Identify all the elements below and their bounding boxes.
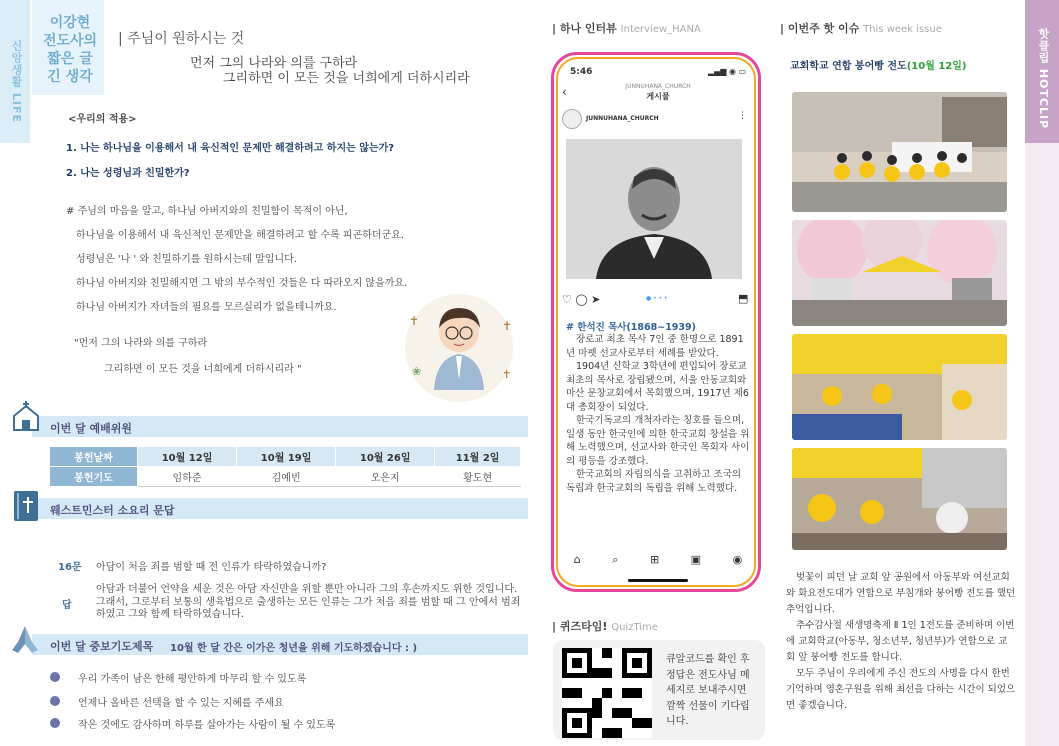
catechism-question: 아담이 처음 죄를 범할 때 전 인류가 타락하였습니까? (96, 562, 327, 573)
column-logo-text: 이강현 전도사의 짧은 글 긴 생각 (42, 15, 98, 85)
row-label-prayer: 봉헌기도 (50, 467, 138, 487)
application-paragraph-line: # 주님의 마음을 알고, 하나님 아버지와의 친밀함이 목적이 아닌, (66, 206, 348, 217)
qr-code[interactable] (562, 648, 652, 738)
schedule-date: 11월 2일 (435, 447, 521, 467)
theme-label: | 주님이 원하시는 것 (118, 31, 245, 47)
prayer-item: 언제나 올바른 선택을 할 수 있는 지혜를 주세요 (78, 698, 284, 709)
prayer-bullet (50, 672, 60, 682)
more-icon[interactable]: ⋮ (738, 111, 747, 121)
catechism-answer-label: 답 (62, 600, 72, 611)
event-photo-4 (792, 448, 1007, 550)
prayer-item: 작은 것에도 감사하며 하루를 살아가는 사람이 될 수 있도록 (78, 720, 336, 731)
table-row (50, 467, 521, 487)
post-account[interactable]: JUNNUHANA_CHURCH (586, 115, 659, 122)
event-photo-3 (792, 334, 1007, 440)
event-photo-1 (792, 92, 1007, 212)
post-caption: 장로교 최초 목사 7인 중 한명으로 1891년 마펫 선교사로부터 세례를 받았다. 1904년 신학교 3학년에 편입되어 장로교 최초의 목사로 장립됐으며, 서울 안동교회와 마산 문창교회에서 목회했으며, 1917년 제6대 총회장이 되었다. 한국기독교의 개척자라는 칭호를 들으며, 일생 동안 한국인에 의한 한국교회 창설을 위해 노력했으며, 선교사와 한국인 목회자 사이의 평등을 강조했다. 한국교회의 자립의식을 고취하고 조국의 독립과 한국교회의 독립을 위해 노력했다. (566, 334, 750, 494)
application-paragraph-line: 하나님 아버지가 자녀들의 필요를 모르실리가 없을테니까요. (76, 302, 337, 313)
hot-issue-headline: 교회학교 연합 붕어빵 전도(10월 12일) (790, 61, 967, 72)
left-strip-header (0, 0, 30, 143)
worship-title: 이번 달 예배위원 (50, 422, 133, 435)
add-icon[interactable]: ⊞ (649, 553, 660, 566)
svg-text:✝: ✝ (502, 368, 512, 381)
phone-screen (556, 57, 756, 587)
application-question-1: 1. 나는 하나님을 이용해서 내 육신적인 문제만 해결하려고 하지는 않는가? (66, 143, 395, 154)
account-header: JUNNUHANA_CHURCH (625, 83, 691, 90)
table-row (50, 447, 521, 467)
theme-quote-line2: 그리하면 이 모든 것을 너희에게 더하시리라 (223, 71, 470, 86)
schedule-date: 10월 26일 (336, 447, 435, 467)
worship-schedule-table (49, 446, 521, 487)
profile-icon[interactable]: ◉ (732, 553, 743, 566)
church-icon (10, 400, 42, 432)
post-page-title: 게시물 (646, 92, 670, 101)
closing-quote-line1: "먼저 그의 나라와 의를 구하라 (74, 338, 208, 349)
catechism-title: 웨스트민스터 소요리 문답 (50, 504, 175, 517)
hot-issue-body: 벚꽃이 피던 날 교회 앞 공원에서 아동부와 여선교회와 화요전도대가 연합으로 부침개와 붕어빵 전도를 했던 추억입니다. 추수감사절 새생명축제 Ⅱ 1인 1전도를 준비하며 이번에 교회학교(아동부, 청소년부, 청년부)가 연합으로 교회 앞 붕어빵 전도를 합니다. 모두 주님이 우리에게 주신 전도의 사명을 다시 한번 기억하며 영혼구원을 위해 최선을 다하는 시간이 되었으면 좋겠습니다. (786, 572, 1016, 711)
portrait-photo (566, 139, 742, 279)
right-strip-header (1025, 0, 1059, 143)
schedule-name: 오은지 (336, 467, 435, 487)
schedule-name: 황도현 (435, 467, 521, 487)
praying-hands-icon (8, 622, 42, 656)
hotclip-section-label: 핫클립 HOTCLIP (1037, 28, 1050, 130)
catechism-answer: 아담과 더불어 언약을 세운 것은 아담 자신만을 위할 뿐만 아니라 그의 후손까지도 위한 것입니다. 그래서, 그로부터 보통의 생육법으로 출생하는 모든 인류는 그가 처음 죄를 범할 때 그 안에서 범죄 하였고 그와 함께 타락하였습니다. (96, 584, 521, 620)
schedule-name: 임하준 (138, 467, 237, 487)
prayer-item: 우리 가족이 남은 한해 평안하게 마무리 할 수 있도록 (78, 674, 307, 685)
hot-issue-title: | 이번주 핫 이슈 This week issue (780, 22, 942, 35)
interview-title: | 하나 인터뷰 Interview_HANA (552, 22, 701, 35)
search-icon[interactable]: ⌕ (612, 553, 619, 566)
avatar[interactable] (562, 109, 582, 129)
svg-text:✝: ✝ (409, 314, 420, 328)
application-paragraph-line: 성령님은 '나 ' 와 친밀하기를 원하시는데 말입니다. (76, 254, 297, 265)
back-icon[interactable]: ‹ (562, 85, 567, 99)
bookmark-icon[interactable]: ⬒ (738, 292, 749, 305)
app-tab-bar (558, 553, 756, 575)
application-paragraph-line: 하나님 아버지와 친밀해지면 그 밖의 부수적인 것들은 다 따라오지 않을까요. (76, 278, 408, 289)
post-actions[interactable]: ♡ ◯ ➤ (562, 293, 601, 306)
reels-icon[interactable]: ▣ (690, 553, 702, 566)
status-icons: ▂▄▆ ◉ ▭ (708, 67, 747, 76)
prayer-bullet (50, 696, 60, 706)
home-indicator (628, 579, 688, 582)
schedule-name: 김예빈 (237, 467, 336, 487)
life-section-label: 신앙생활 LIFE (10, 40, 23, 123)
svg-text:✝: ✝ (502, 319, 513, 333)
prayer-subtitle: 10월 한 달 간은 이가은 청년을 위해 기도하겠습니다 : ) (170, 643, 418, 654)
prayer-title: 이번 달 중보기도제목 (50, 640, 154, 653)
application-paragraph-line: 하나님을 이용해서 내 육신적인 문제만을 해결하려고 할 수록 피곤하더군요. (76, 230, 405, 241)
svg-text:❀: ❀ (412, 365, 422, 378)
quiz-text: 큐알코드를 확인 후 정답은 전도사님 메세지로 보내주시면 깜짝 선물이 기다립니다. (666, 654, 750, 727)
application-heading: <우리의 적용> (68, 114, 137, 125)
post-hashtag: # 한석진 목사(1868~1939) (566, 322, 696, 333)
application-question-2: 2. 나는 성령님과 친밀한가? (66, 168, 190, 179)
closing-quote-line2: 그리하면 이 모든 것을 너희에게 더하시리라 " (104, 364, 302, 375)
quiz-title: | 퀴즈타임! QuizTime (552, 620, 658, 633)
bible-icon (12, 489, 40, 523)
carousel-dots: ● • • • (646, 295, 668, 302)
pastor-illustration (394, 290, 529, 405)
event-photo-2 (792, 220, 1007, 326)
schedule-date: 10월 19일 (237, 447, 336, 467)
prayer-bullet (50, 718, 60, 728)
schedule-date: 10월 12일 (138, 447, 237, 467)
home-icon[interactable]: ⌂ (573, 553, 581, 566)
catechism-question-label: 16문 (58, 562, 82, 573)
theme-quote-line1: 먼저 그의 나라와 의를 구하라 (190, 56, 358, 71)
row-label-date: 봉헌날짜 (50, 447, 138, 467)
phone-time: 5:46 (570, 67, 593, 77)
